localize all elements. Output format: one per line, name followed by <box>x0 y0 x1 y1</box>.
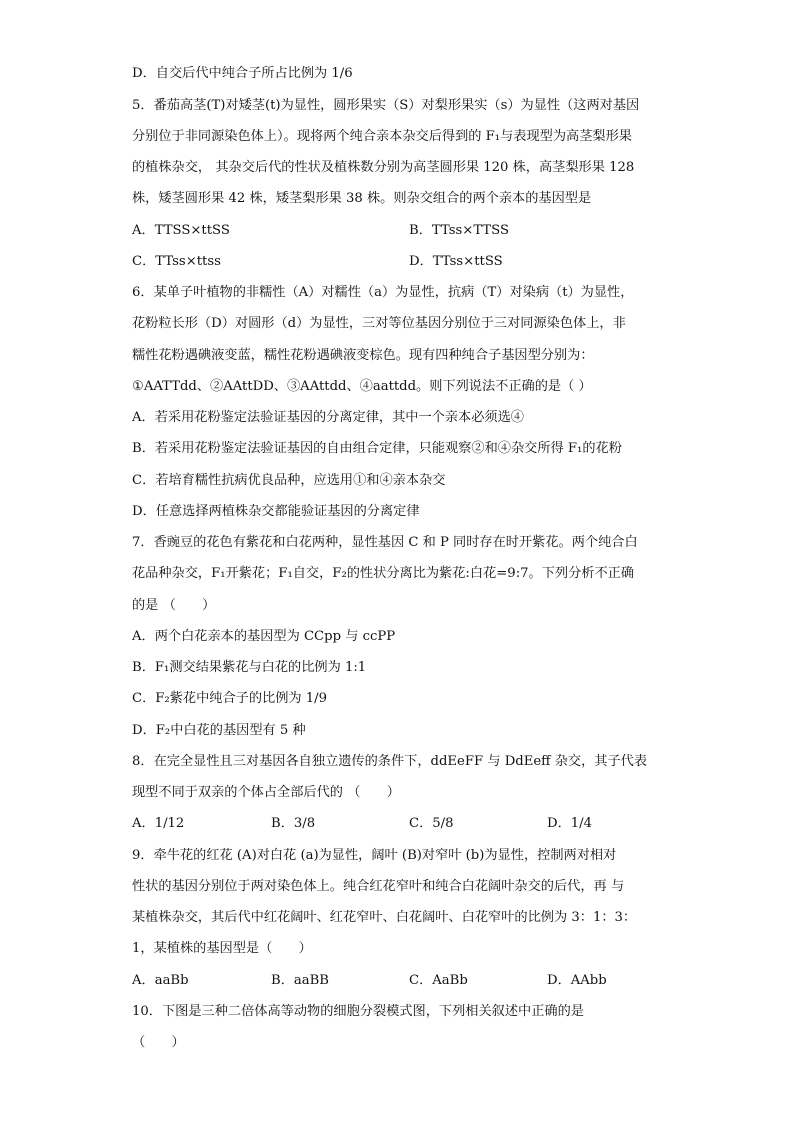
question-10-line-2: （ ） <box>132 1035 185 1050</box>
q8-option-a: A．1/12 <box>132 816 185 831</box>
question-7-line-2: 花品种杂交，F₁开紫花；F₁自交，F₂的性状分离比为紫花:白花=9:7。下列分析不正确 <box>132 566 635 581</box>
q9-option-c: C．AaBb <box>409 973 468 988</box>
q6-option-c: C．若培育糯性抗病优良品种，应选用①和④亲本杂交 <box>132 473 446 488</box>
question-5-line-2: 分别位于非同源染色体上）。现将两个纯合亲本杂交后得到的 F₁与表现型为高茎梨形果 <box>132 129 632 144</box>
q5-option-c: C．TTss×ttss <box>132 254 221 269</box>
question-9-line-4: 1，某植株的基因型是（ ） <box>132 941 312 956</box>
question-7-line-3: 的是 （ ） <box>132 598 216 613</box>
q5-option-a: A．TTSS×ttSS <box>132 223 230 238</box>
question-10-line-1: 10．下图是三种二倍体高等动物的细胞分裂模式图，下列相关叙述中正确的是 <box>132 1004 584 1019</box>
question-9-line-2: 性状的基因分别位于两对染色体上。纯合红花窄叶和纯合白花阔叶杂交的后代，再 与 <box>132 879 625 894</box>
option-d-q4: D．自交后代中纯合子所占比例为 1/6 <box>132 66 353 81</box>
question-5-line-1: 5．番茄高茎(T)对矮茎(t)为显性，圆形果实（S）对梨形果实（s）为显性（这两对基因 <box>132 98 640 113</box>
q8-option-d: D．1/4 <box>547 816 592 831</box>
q9-option-b: B．aaBB <box>271 973 329 988</box>
q9-option-d: D．AAbb <box>547 973 607 988</box>
question-5-line-4: 株，矮茎圆形果 42 株，矮茎梨形果 38 株。则杂交组合的两个亲本的基因型是 <box>132 191 592 206</box>
q6-option-b: B．若采用花粉鉴定法验证基因的自由组合定律，只能观察②和④杂交所得 F₁的花粉 <box>132 441 622 456</box>
q7-option-d: D．F₂中白花的基因型有 5 种 <box>132 723 306 738</box>
question-8-line-2: 现型不同于双亲的个体占全部后代的 （ ） <box>132 785 400 800</box>
q6-option-a: A．若采用花粉鉴定法验证基因的分离定律，其中一个亲本必须选④ <box>132 410 524 425</box>
question-6-line-1: 6．某单子叶植物的非糯性（A）对糯性（a）为显性，抗病（T）对染病（t）为显性， <box>132 285 634 300</box>
q5-option-d: D．TTss×ttSS <box>409 254 503 269</box>
q8-option-b: B．3/8 <box>271 816 316 831</box>
q5-option-b: B．TTss×TTSS <box>409 223 510 238</box>
question-9-line-1: 9．牵牛花的红花 (A)对白花 (a)为显性，阔叶 (B)对窄叶 (b)为显性，控制两对相对 <box>132 848 617 863</box>
question-5-line-3: 的植株杂交， 其杂交后代的性状及植株数分别为高茎圆形果 120 株，高茎梨形果 128 <box>132 160 635 175</box>
question-6-line-3: 糯性花粉遇碘液变蓝，糯性花粉遇碘液变棕色。现有四种纯合子基因型分别为： <box>132 348 594 363</box>
q8-option-c: C．5/8 <box>409 816 454 831</box>
question-6-line-4: ①AATTdd、②AAttDD、③AAttdd、④aattdd。则下列说法不正确的是（ ） <box>132 379 592 394</box>
question-6-line-2: 花粉粒长形（D）对圆形（d）为显性，三对等位基因分别位于三对同源染色体上，非 <box>132 316 626 331</box>
question-9-line-3: 某植株杂交，其后代中红花阔叶、红花窄叶、白花阔叶、白花窄叶的比例为 3：1：3： <box>132 910 637 925</box>
question-8-line-1: 8．在完全显性且三对基因各自独立遗传的条件下，ddEeFF 与 DdEeff 杂交，其子代表 <box>132 754 648 769</box>
question-7-line-1: 7．香豌豆的花色有紫花和白花两种，显性基因 C 和 P 同时存在时开紫花。两个纯合白 <box>132 535 638 550</box>
q7-option-b: B．F₁测交结果紫花与白花的比例为 1:1 <box>132 660 367 675</box>
q7-option-a: A．两个白花亲本的基因型为 CCpp 与 ccPP <box>132 629 396 644</box>
q6-option-d: D．任意选择两植株杂交都能验证基因的分离定律 <box>132 504 420 519</box>
q9-option-a: A．aaBb <box>132 973 189 988</box>
q7-option-c: C．F₂紫花中纯合子的比例为 1/9 <box>132 691 328 706</box>
